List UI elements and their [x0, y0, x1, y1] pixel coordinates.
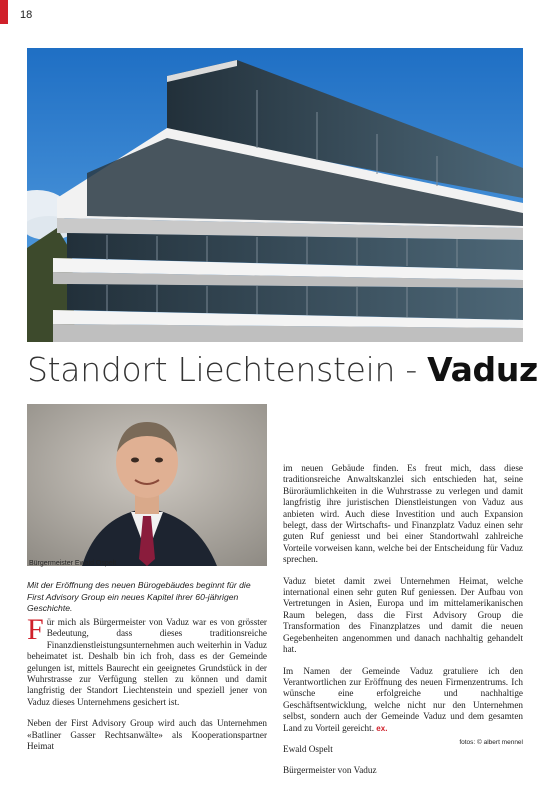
signature-name: Ewald Ospelt [283, 743, 333, 754]
headline-light: Standort Liechtenstein - [27, 350, 428, 389]
headline-bold: Vaduz [427, 350, 538, 389]
end-mark: ex. [376, 723, 388, 733]
page-number: 18 [20, 9, 33, 21]
portrait-photo [27, 404, 267, 566]
photo-credit: fotos: © albert mennel [459, 739, 523, 746]
paragraph-text: Im Namen der Gemeinde Vaduz gratuliere ich den Verantwortlichen zur Eröffnung des neuen Firmenzentrums. Ich wünsche eine erfolgreiche und nachhaltige Geschäftsentwicklung, welche nicht nur den Unternehmen selbst, sondern auch der Gemeinde Vaduz und dem gesamten Land zu Vorteil gereicht. [283, 665, 523, 733]
body-paragraph: Vaduz bietet damit zwei Unternehmen Heimat, welche international einen sehr guten Ruf geniessen. Der Aufbau von Vertretungen in Asien, Europa und im mittelamerikanischen Raum belegen, dass die First Advisory Group die Transformation des Finanzplatzes und damit die neuen Gegebenheiten angenommen und danach nachhaltig gehandelt hat. [283, 575, 523, 655]
drop-cap: F [27, 613, 44, 646]
paragraph-text: ür mich als Bürgermeister von Vaduz war es von grösster Bedeutung, dass dieses traditionsreiche Finanzdienstleistungsunternehmen auch weiterhin in Vaduz beheimatet ist. Deshalb bin ich froh, dass es der Gemeinde gelungen ist, mittels Baurecht ein geeignetes Grundstück in der Wuhrstrasse zur Verfügung stellen zu können und damit langfristig der Standort Liechtenstein und speziell jener von Vaduz dieses Unternehmens gesichert ist. [27, 617, 267, 707]
body-paragraph: im neuen Gebäude finden. Es freut mich, dass diese traditionsreiche Anwaltskanzlei sich entschieden hat, seine Büroräumlichkeiten in die Wuhrstrasse zu verlegen und damit langfristig ihre juristischen Dienstleistungen von Vaduz aus anbieten wird. Auch diese Investition und auch Expansion belegt, dass der Wirtschafts- und Finanzplatz Vaduz einen sehr guten Ruf geniesst und bei einer Standortwahl zahlreiche Vorteile vorweisen kann, welche bei der Entscheidung für Vaduz sprechen. [283, 463, 523, 565]
body-paragraph: Neben der First Advisory Group wird auch das Unternehmen «Batliner Gasser Rechtsanwälte» als Kooperationspartner Heimat [27, 718, 267, 752]
body-paragraph [283, 666, 523, 734]
body-paragraph [27, 613, 267, 708]
building-photo [27, 48, 523, 342]
article-headline [27, 350, 538, 389]
intro-text: Mit der Eröffnung des neuen Bürogebäudes beginnt für die First Advisory Group ein neues Kapitel ihrer 60-jährigen Geschichte. [27, 580, 251, 613]
portrait-caption: Bürgermeister Ewald Ospelt [29, 560, 117, 567]
signature-title: Bürgermeister von Vaduz [283, 765, 377, 776]
page-accent-bar [0, 0, 8, 24]
body-column-left [27, 613, 267, 762]
